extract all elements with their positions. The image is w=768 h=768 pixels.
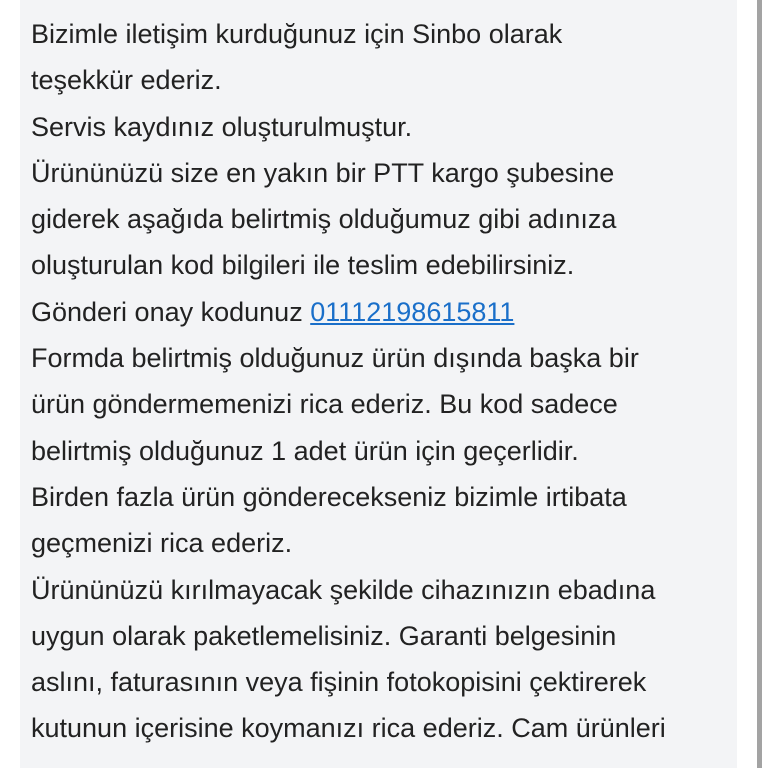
- message-body: [31, 11, 751, 752]
- message-line: Formda belirtmiş olduğunuz ürün dışında başka bir: [31, 343, 639, 374]
- code-link[interactable]: 01112198615811: [310, 296, 515, 327]
- code-label: Gönderi onay kodunuz: [31, 296, 311, 327]
- message-line: giderek aşağıda belirtmiş olduğumuz gibi adınıza: [31, 204, 617, 235]
- message-line: geçmenizi rica ederiz.: [31, 528, 293, 559]
- message-line: Bizimle iletişim kurduğunuz için Sinbo olarak: [31, 19, 563, 49]
- message-line: Birden fazla ürün gönderecekseniz bizimle irtibata: [31, 481, 627, 512]
- message-line: ürün göndermemenizi rica ederiz. Bu kod sadece: [31, 389, 618, 420]
- message-line: oluşturulan kod bilgileri ile teslim edebilirsiniz.: [31, 250, 575, 281]
- message-line: belirtmiş olduğunuz 1 adet ürün için geçerlidir.: [31, 435, 579, 466]
- message-line: aslını, faturasının veya fişinin fotokopisini çektirerek: [31, 667, 647, 698]
- scrollbar[interactable]: [757, 0, 762, 768]
- message-line: uygun olarak paketlemelisiniz. Garanti belgesinin: [31, 620, 617, 651]
- message-line: kutunun içerisine koymanızı rica ederiz. Cam ürünleri: [31, 713, 666, 744]
- code-line: [31, 289, 751, 335]
- message-line: Ürününüzü size en yakın bir PTT kargo şubesine: [31, 157, 615, 188]
- message-line: Ürününüzü kırılmayacak şekilde cihazınızın ebadına: [31, 574, 656, 605]
- message-line: teşekkür ederiz.: [31, 65, 222, 96]
- message-line: Servis kaydınız oluşturulmuştur.: [31, 111, 413, 142]
